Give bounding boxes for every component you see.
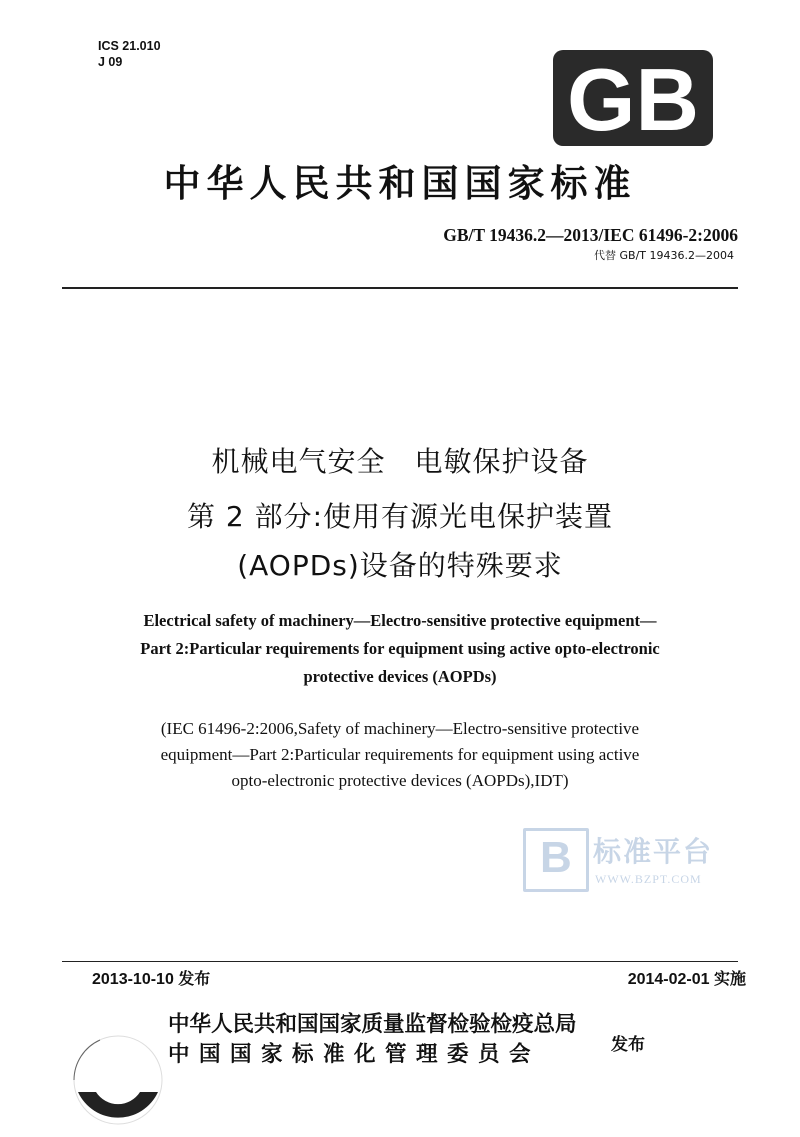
watermark-logo-icon bbox=[523, 828, 589, 892]
issuer-sac: 中国国家标准化管理委员会 bbox=[168, 1042, 541, 1067]
gb-logo bbox=[553, 50, 713, 146]
title-en-line3: protective devices (AOPDs) bbox=[303, 667, 497, 686]
classification-codes bbox=[98, 38, 161, 70]
watermark bbox=[523, 828, 723, 892]
gb-logo-graphic bbox=[553, 50, 713, 146]
title-en-line1: Electrical safety of machinery—Electro-sensitive protective equipment— bbox=[143, 611, 657, 630]
ccs-code: J 09 bbox=[98, 55, 123, 69]
iec-ref-line3: opto-electronic protective devices (AOPDs),IDT) bbox=[231, 771, 569, 790]
iec-reference bbox=[0, 716, 800, 794]
title-en bbox=[0, 607, 800, 691]
standard-number: GB/T 19436.2—2013/IEC 61496-2:2006 bbox=[443, 225, 738, 245]
national-standard-title: 中华人民共和国国家标准 bbox=[163, 161, 637, 205]
iec-ref-line2: equipment—Part 2:Particular requirements for equipment using active bbox=[160, 745, 640, 764]
issue-date: 2013-10-10 发布 bbox=[92, 971, 211, 988]
publish-label: 发布 bbox=[611, 1035, 645, 1055]
title-cn-line3: (AOPDs)设备的特殊要求 bbox=[237, 549, 563, 582]
title-cn-line1: 机械电气安全 电敏保护设备 bbox=[211, 445, 589, 478]
iec-ref-line1: (IEC 61496-2:2006,Safety of machinery—Electro-sensitive protective bbox=[160, 719, 640, 738]
title-en-line2: Part 2:Particular requirements for equipment using active opto-electronic bbox=[140, 639, 660, 658]
implementation-date: 2014-02-01 实施 bbox=[627, 971, 746, 988]
seal-stamp bbox=[70, 1032, 166, 1128]
gb-logo-text: GB bbox=[567, 50, 699, 146]
watermark-url: WWW.BZPT.COM bbox=[595, 872, 702, 886]
seal-stamp-graphic bbox=[70, 1032, 166, 1128]
watermark-cn: 标准平台 bbox=[593, 835, 714, 868]
replaces-standard: 代替 GB/T 19436.2—2004 bbox=[594, 249, 734, 262]
ics-code: ICS 21.010 bbox=[98, 39, 161, 53]
title-cn-line2: 第 2 部分:使用有源光电保护装置 bbox=[186, 500, 614, 533]
header-divider bbox=[62, 287, 738, 289]
issuer-aqsiq: 中华人民共和国国家质量监督检验检疫总局 bbox=[168, 1012, 577, 1037]
footer-divider bbox=[62, 961, 738, 962]
